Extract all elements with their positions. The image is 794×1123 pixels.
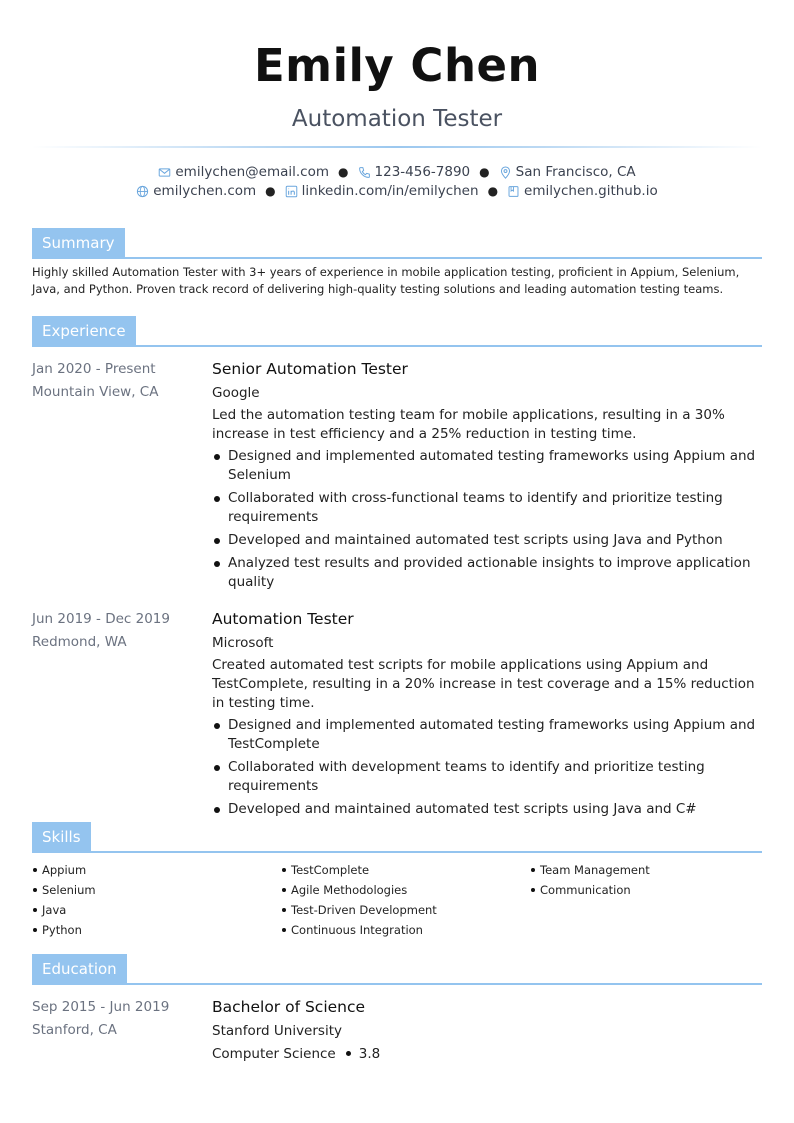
entry-details — [212, 608, 762, 823]
degree-title: Bachelor of Science — [212, 998, 366, 1016]
entry-meta — [32, 608, 212, 823]
entry-details — [212, 358, 762, 596]
school-name: Stanford University — [212, 1023, 342, 1039]
entry-details — [212, 996, 762, 1064]
bullet-separator — [346, 1051, 351, 1056]
summary-section — [32, 228, 762, 298]
phone-icon — [358, 166, 371, 179]
education-entry — [32, 996, 762, 1064]
skills-section — [32, 822, 762, 940]
contact-location — [499, 163, 636, 182]
job-title: Automation Tester — [212, 610, 354, 628]
skills-heading: Skills — [32, 822, 91, 853]
email-text: emilychen@email.com — [175, 164, 330, 180]
contact-separator: ● — [479, 165, 490, 179]
skill-item: Communication — [530, 880, 762, 900]
summary-heading: Summary — [32, 228, 125, 259]
contact-separator: ● — [487, 184, 499, 198]
entry-location: Redmond, WA — [32, 634, 127, 650]
contact-separator: ● — [265, 184, 276, 198]
list-item: Analyzed test results and provided actionable insights to improve application quality — [212, 554, 762, 592]
entry-location: Stanford, CA — [32, 1022, 117, 1038]
skill-item: Test-Driven Development — [281, 900, 530, 920]
resume-header — [0, 0, 794, 201]
experience-section — [32, 316, 762, 823]
skill-item: Java — [32, 900, 281, 920]
skills-column — [281, 860, 530, 940]
summary-text: Highly skilled Automation Tester with 3+ years of experience in mobile application testing, proficient in Appium, Selenium, Java, and Python. Proven track record of delivering high-quality testing solutions and leading automation testing teams. — [32, 265, 740, 296]
globe-icon — [136, 185, 149, 198]
section-header — [32, 822, 762, 854]
envelope-icon — [158, 166, 171, 179]
entry-dates: Jan 2020 - Present — [32, 361, 156, 377]
linkedin-text: linkedin.com/in/emilychen — [301, 183, 479, 199]
achievement-list — [212, 716, 762, 819]
list-item: Designed and implemented automated testing frameworks using Appium and Selenium — [212, 447, 762, 485]
skill-item: Python — [32, 920, 281, 940]
company-name: Google — [212, 385, 260, 401]
contact-phone[interactable] — [358, 163, 471, 182]
list-item: Developed and maintained automated test scripts using Java and Python — [212, 531, 762, 550]
contact-github[interactable] — [507, 182, 658, 201]
experience-heading: Experience — [32, 316, 136, 347]
job-title: Senior Automation Tester — [212, 360, 408, 378]
list-item: Collaborated with cross-functional teams to identify and prioritize testing requirements — [212, 489, 762, 527]
education-section — [32, 954, 762, 1064]
entry-meta — [32, 996, 212, 1064]
skill-item: TestComplete — [281, 860, 530, 880]
linkedin-icon — [285, 185, 298, 198]
header-divider — [32, 146, 762, 148]
skill-item: Agile Methodologies — [281, 880, 530, 900]
list-item: Developed and maintained automated test scripts using Java and C# — [212, 800, 762, 819]
entry-dates: Jun 2019 - Dec 2019 — [32, 611, 170, 627]
company-name: Microsoft — [212, 635, 274, 651]
achievement-list — [212, 447, 762, 592]
contact-row-1 — [0, 163, 794, 182]
skills-grid — [32, 860, 762, 940]
contact-row-2 — [0, 182, 794, 201]
location-text: San Francisco, CA — [515, 164, 636, 180]
experience-entry — [32, 358, 762, 596]
contact-email[interactable] — [158, 163, 329, 182]
section-header — [32, 316, 762, 348]
list-item: Designed and implemented automated testing frameworks using Appium and TestComplete — [212, 716, 762, 754]
map-pin-icon — [499, 166, 512, 179]
list-item: Collaborated with development teams to identify and prioritize testing requirements — [212, 758, 762, 796]
skill-item: Appium — [32, 860, 281, 880]
skill-item: Continuous Integration — [281, 920, 530, 940]
section-header — [32, 954, 762, 986]
contact-website[interactable] — [136, 182, 256, 201]
education-heading: Education — [32, 954, 127, 985]
candidate-title: Automation Tester — [291, 106, 503, 132]
entry-meta — [32, 358, 212, 596]
skills-column — [32, 860, 281, 940]
section-header — [32, 228, 762, 260]
skills-column — [530, 860, 762, 940]
contact-separator: ● — [338, 165, 349, 179]
bookmark-icon — [507, 185, 520, 198]
entry-dates: Sep 2015 - Jun 2019 — [32, 999, 170, 1015]
skill-item: Team Management — [530, 860, 762, 880]
github-text: emilychen.github.io — [524, 183, 658, 199]
phone-text: 123-456-7890 — [374, 164, 471, 180]
job-description: Created automated test scripts for mobile applications using Appium and TestComplete, resulting in a 20% increase in test coverage and a 15% reduction in testing time. — [212, 657, 755, 711]
experience-entry — [32, 608, 762, 823]
degree-details — [212, 1044, 762, 1064]
skill-item: Selenium — [32, 880, 281, 900]
contact-linkedin[interactable] — [285, 182, 479, 201]
candidate-name: Emily Chen — [253, 39, 541, 92]
job-description: Led the automation testing team for mobile applications, resulting in a 30% increase in test efficiency and a 25% reduction in testing time. — [212, 407, 725, 442]
entry-location: Mountain View, CA — [32, 384, 159, 400]
field-of-study: Computer Science — [212, 1046, 336, 1062]
gpa-value: 3.8 — [358, 1046, 381, 1062]
website-text: emilychen.com — [153, 183, 257, 199]
